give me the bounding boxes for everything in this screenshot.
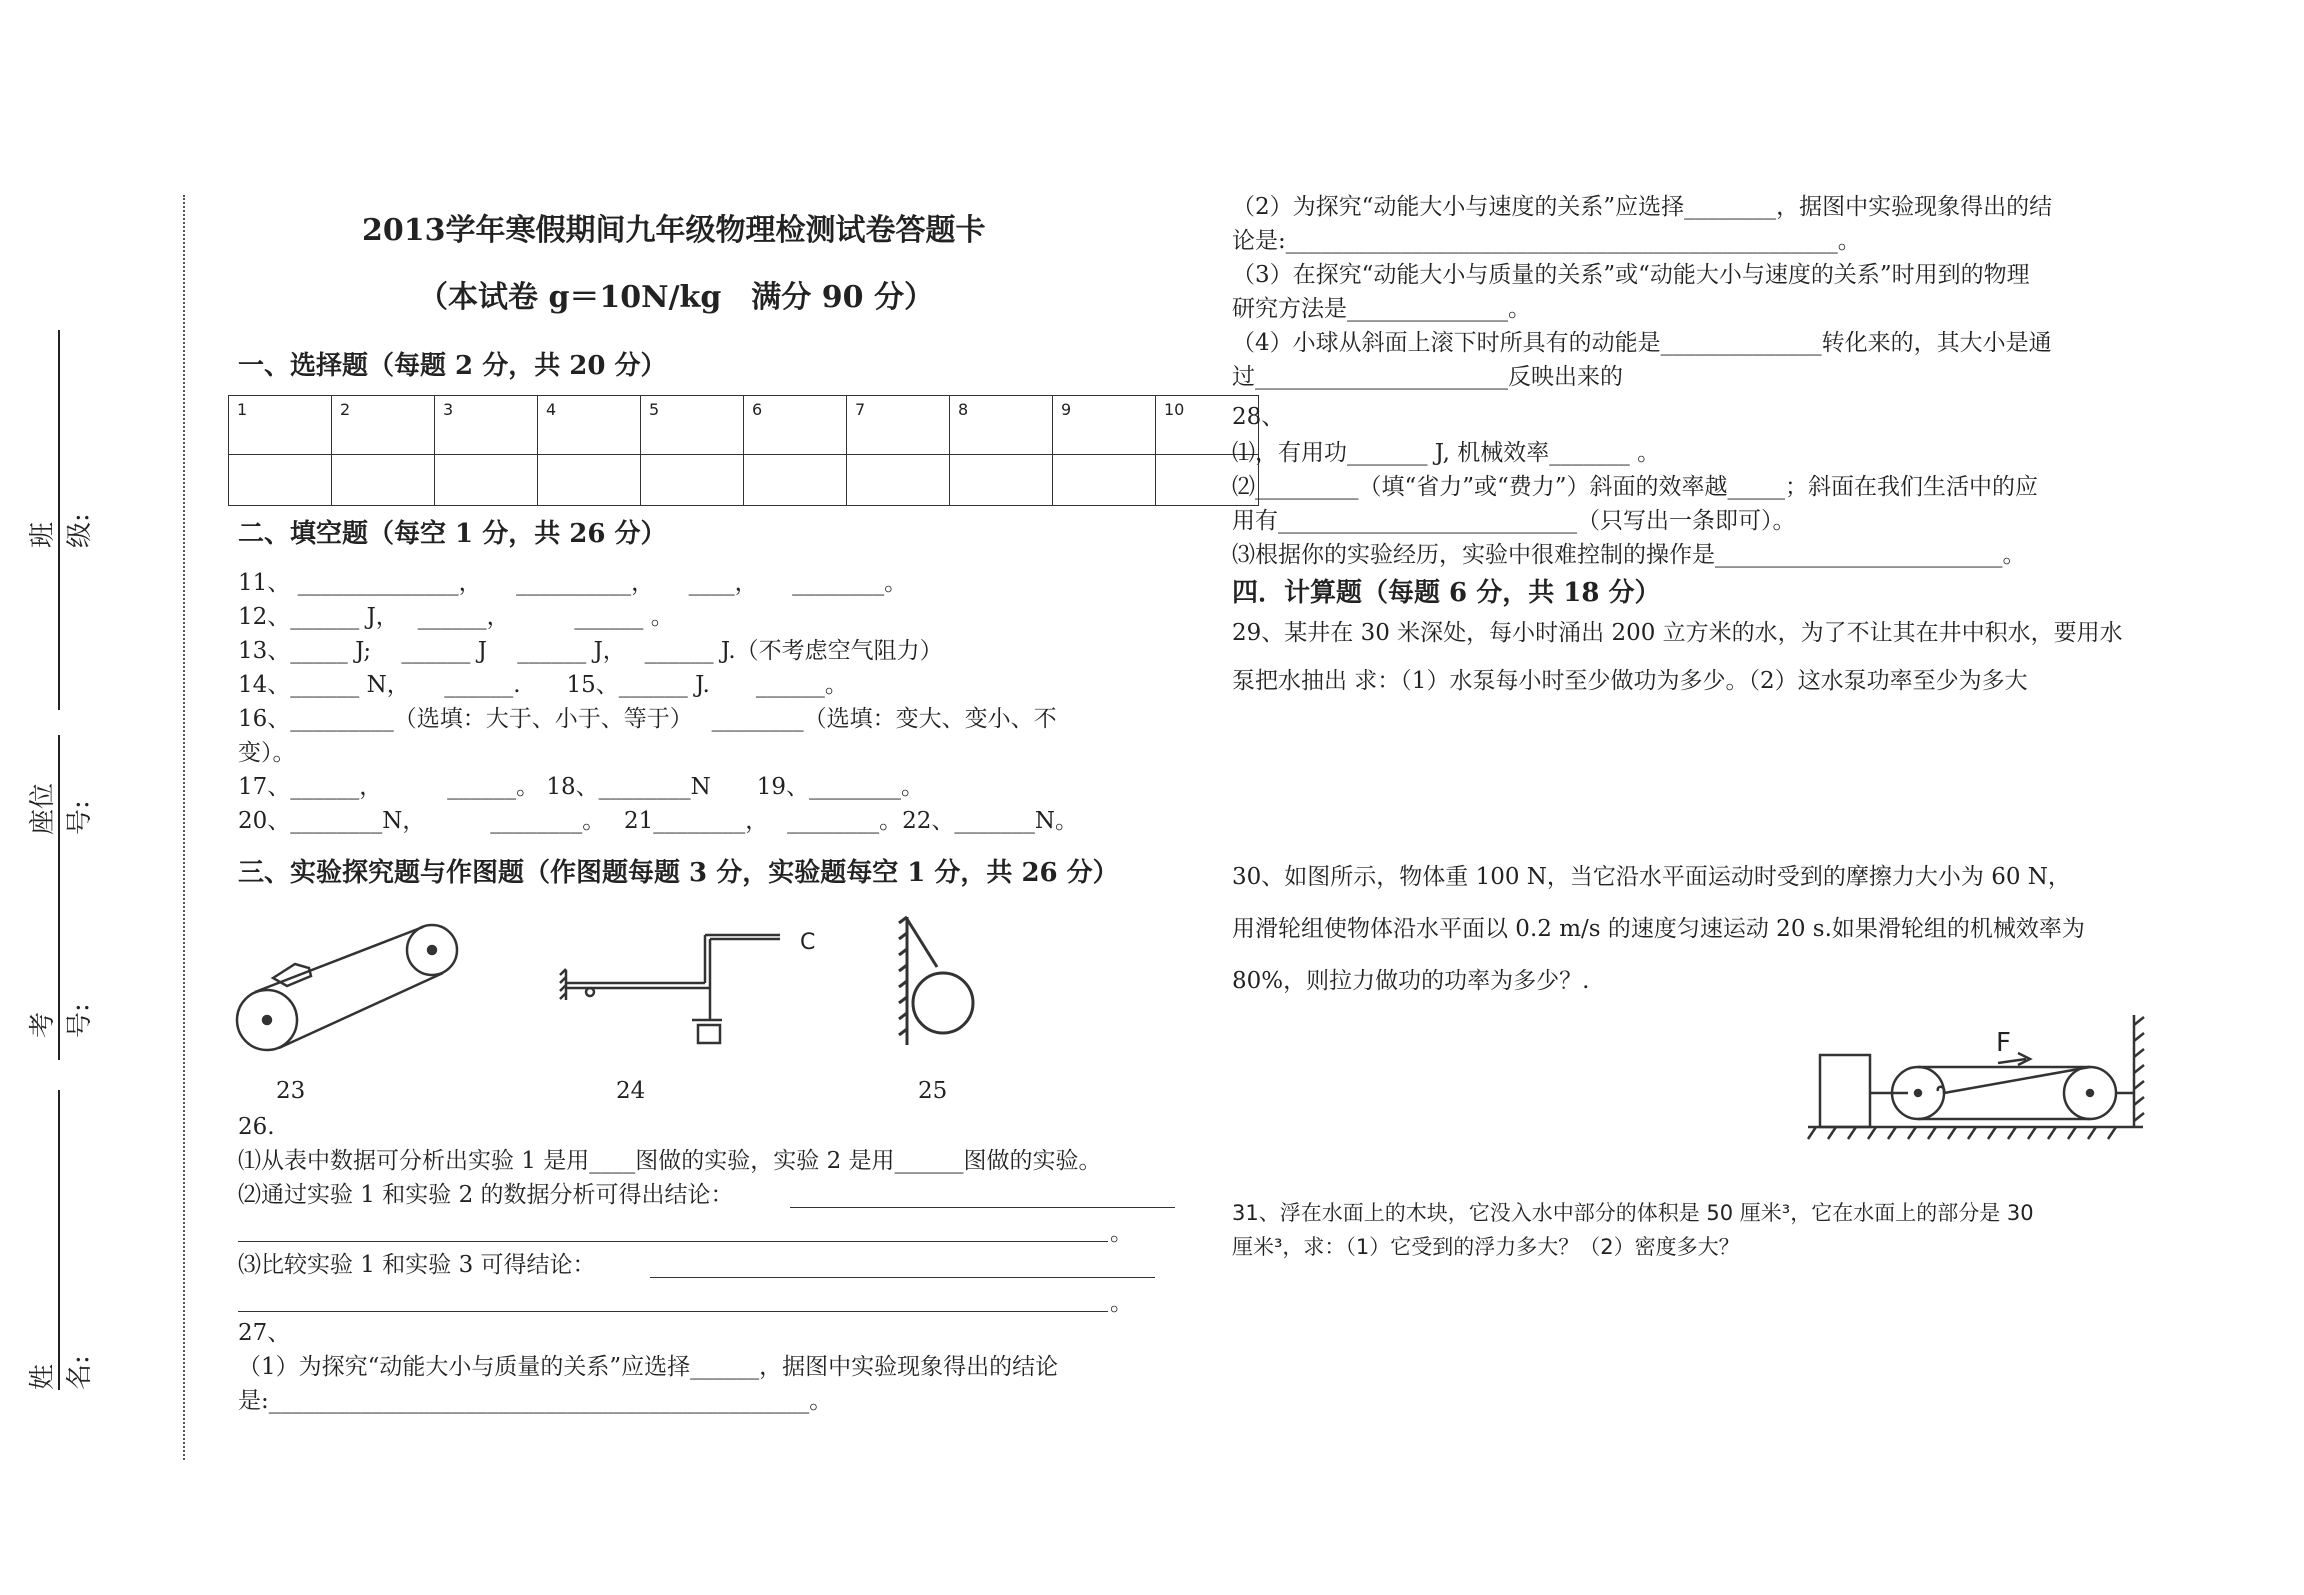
fill-line-16-cont: 变）。: [238, 740, 296, 766]
page-subtitle: （本试卷 g＝10N/kg 满分 90 分）: [418, 280, 934, 315]
q27-2-line-2: 论是:________________________________________________。: [1232, 228, 1861, 254]
figure-25-label: 25: [918, 1078, 948, 1104]
name-label: 姓名:: [28, 1355, 95, 1390]
q28-line-2: ⑵_________（填“省力”或“费力”）斜面的效率越_____；斜面在我们生活中的应: [1232, 474, 2039, 500]
seat-label: 座位号:: [28, 782, 95, 835]
q26-line-2: ⑵通过实验 1 和实验 2 的数据分析可得出结论：: [238, 1182, 734, 1208]
q26-number: 26.: [238, 1114, 275, 1140]
figure-30-pulley-system: [1808, 1015, 2153, 1150]
answer-cell[interactable]: [641, 455, 744, 506]
q26-line-3: ⑶比较实验 1 和实验 3 可得结论：: [238, 1252, 596, 1278]
q29-line-1: 29、某井在 30 米深处，每小时涌出 200 立方米的水，为了不让其在井中积水，要用水: [1232, 620, 2123, 646]
answer-cell[interactable]: [229, 455, 332, 506]
figure-24-lever: [560, 925, 820, 1050]
q28-line-4: ⑶根据你的实验经历，实验中很难控制的操作是_________________________。: [1232, 542, 2026, 568]
q27-number: 27、: [238, 1320, 291, 1346]
exam-no-label: 考号:: [28, 1003, 95, 1038]
q28-line-3: 用有__________________________（只写出一条即可）。: [1232, 508, 1796, 534]
figure-24-label: 24: [616, 1078, 646, 1104]
answer-number: 5: [641, 396, 744, 455]
binding-dotted-line: [183, 195, 185, 1460]
q27-4-line-2: 过______________________反映出来的: [1232, 364, 1623, 390]
q30-line-3: 80%，则拉力做功的功率为多少？.: [1232, 968, 1590, 994]
answer-number: 8: [950, 396, 1053, 455]
answer-number: 1: [229, 396, 332, 455]
answer-number: 7: [847, 396, 950, 455]
page-title: 2013学年寒假期间九年级物理检测试卷答题卡: [362, 213, 986, 248]
fill-line-11: 11、 ______________， __________， ____， ________。: [238, 570, 908, 596]
answer-number: 2: [332, 396, 435, 455]
fill-line-20: 20、________N， ________。 21________， ________。22、_______N。: [238, 808, 1078, 834]
figure-24-label-c: C: [800, 930, 816, 955]
q27-4-line-1: （4）小球从斜面上滚下时所具有的动能是______________转化来的，其大小是通: [1232, 330, 2052, 356]
answer-number: 3: [435, 396, 538, 455]
q29-line-2: 泵把水抽出 求：（1）水泵每小时至少做功为多少。（2）这水泵功率至少为多大: [1232, 668, 2028, 694]
q26-blank-3b[interactable]: [238, 1311, 1108, 1312]
q26-blank-2a[interactable]: [790, 1207, 1175, 1208]
q30-line-1: 30、如图所示，物体重 100 N，当它沿水平面运动时受到的摩擦力大小为 60 N，: [1232, 864, 2071, 890]
q26-line-1: ⑴从表中数据可分析出实验 1 是用____图做的实验，实验 2 是用______图做的实验。: [238, 1148, 1102, 1174]
figure-25-ball-wall: [895, 915, 995, 1050]
answer-cell[interactable]: [847, 455, 950, 506]
q27-line-1: （1）为探究“动能大小与质量的关系”应选择______，据图中实验现象得出的结论: [238, 1354, 1059, 1380]
q26-blank-3a[interactable]: [650, 1277, 1155, 1278]
q28-number: 28、: [1232, 404, 1285, 430]
figure-23-belt: [235, 920, 465, 1070]
q26-blank-2b[interactable]: [238, 1241, 1108, 1242]
answer-cell[interactable]: [332, 455, 435, 506]
section2-heading: 二、填空题（每空 1 分，共 26 分）: [238, 519, 667, 549]
answer-number: 10: [1156, 396, 1259, 455]
class-label: 班级:: [28, 513, 95, 548]
q26-line-2-end: 。: [1110, 1220, 1133, 1246]
answer-cell[interactable]: [435, 455, 538, 506]
q27-line-2: 是:_______________________________________________。: [238, 1388, 833, 1414]
answer-cell[interactable]: [744, 455, 847, 506]
q27-2-line-1: （2）为探究“动能大小与速度的关系”应选择________，据图中实验现象得出的结: [1232, 194, 2053, 220]
fill-line-16: 16、_________（选填：大于、小于、等于） ________（选填：变大、变小、不: [238, 706, 1057, 732]
answer-number: 4: [538, 396, 641, 455]
answer-number: 9: [1053, 396, 1156, 455]
fill-line-17: 17、______， ______。 18、________N 19、________。: [238, 774, 925, 800]
answer-grid: [228, 395, 1259, 506]
section3-heading: 三、实验探究题与作图题（作图题每题 3 分，实验题每空 1 分，共 26 分）: [238, 858, 1119, 888]
fill-line-14: 14、______ N， ______. 15、______ J. ______。: [238, 672, 848, 698]
answer-cell[interactable]: [950, 455, 1053, 506]
q27-3-line-1: （3）在探究“动能大小与质量的关系”或“动能大小与速度的关系”时用到的物理: [1232, 262, 2030, 288]
q31-line-2: 厘米³，求：（1）它受到的浮力多大？（2）密度多大？: [1232, 1235, 1740, 1259]
fill-line-12: 12、______ J， ______， ______ 。: [238, 604, 674, 630]
q30-line-2: 用滑轮组使物体沿水平面以 0.2 m/s 的速度匀速运动 20 s.如果滑轮组的机械效率为: [1232, 916, 2085, 942]
section1-heading: 一、选择题（每题 2 分，共 20 分）: [238, 351, 667, 381]
q28-line-1: ⑴，有用功_______ J, 机械效率_______ 。: [1232, 440, 1661, 466]
q27-3-line-2: 研究方法是______________。: [1232, 296, 1531, 322]
q26-line-3-end: 。: [1110, 1290, 1133, 1316]
answer-cell[interactable]: [1053, 455, 1156, 506]
q31-line-1: 31、浮在水面上的木块，它没入水中部分的体积是 50 厘米³，它在水面上的部分是 30: [1232, 1201, 2034, 1225]
section4-heading: 四．计算题（每题 6 分，共 18 分）: [1232, 578, 1661, 608]
figure-23-label: 23: [276, 1078, 306, 1104]
figure-30-force-label: F: [1996, 1028, 2011, 1058]
answer-cell[interactable]: [538, 455, 641, 506]
answer-number: 6: [744, 396, 847, 455]
fill-line-13: 13、_____ J; ______ J ______ J， ______ J.（不考虑空气阻力）: [238, 638, 943, 664]
